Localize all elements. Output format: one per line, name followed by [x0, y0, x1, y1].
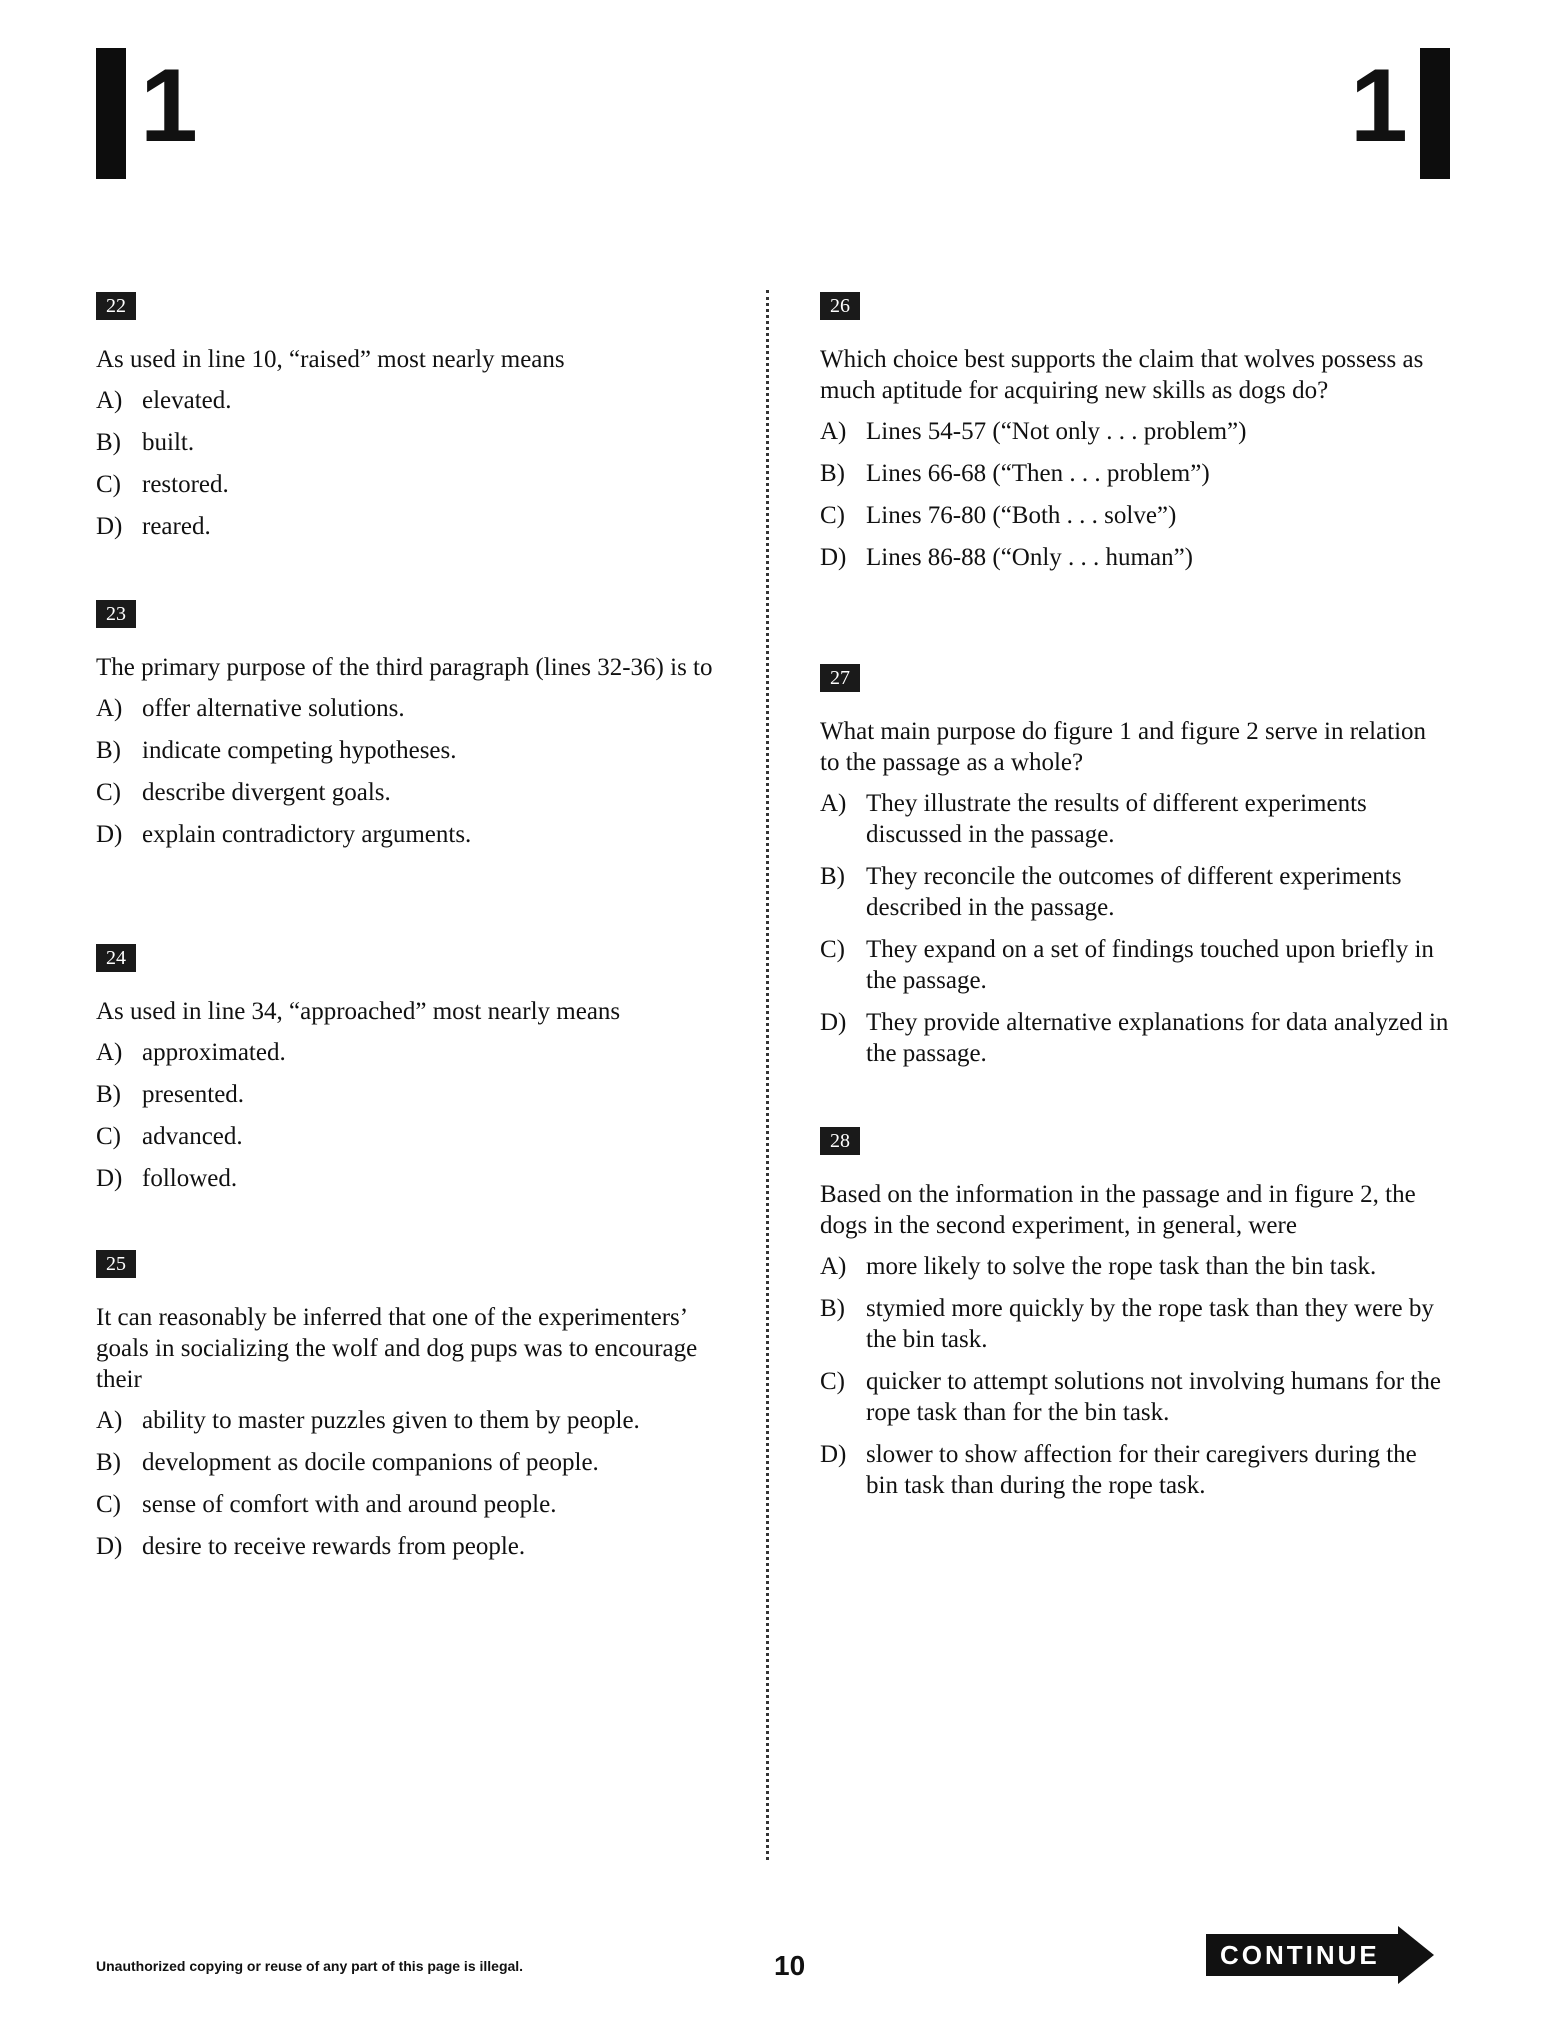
option-text: Lines 66-68 (“Then . . . problem”) — [866, 460, 1210, 487]
arrow-right-icon — [1398, 1926, 1434, 1984]
option-letter: C) — [820, 936, 845, 963]
option-letter: C) — [820, 502, 845, 529]
answer-option-b[interactable] — [96, 427, 716, 458]
answer-option-a[interactable] — [96, 1037, 716, 1068]
option-text: restored. — [142, 471, 229, 498]
answer-option-a[interactable] — [96, 1405, 716, 1436]
answer-option-d[interactable] — [96, 1531, 716, 1562]
option-text: built. — [142, 429, 195, 456]
answer-option-a[interactable] — [96, 385, 716, 416]
section-marker-left — [96, 48, 226, 179]
question-stem: The primary purpose of the third paragraph (lines 32-36) is to — [96, 654, 713, 681]
column-divider — [766, 290, 769, 1860]
option-letter: A) — [820, 418, 847, 445]
answer-options — [820, 1251, 1450, 1501]
answer-option-b[interactable] — [820, 1293, 1450, 1355]
option-letter: C) — [820, 1368, 845, 1395]
answer-option-c[interactable] — [820, 934, 1450, 996]
question-number: 26 — [820, 292, 860, 320]
answer-option-c[interactable] — [96, 1489, 716, 1520]
option-text: They expand on a set of findings touched upon briefly in the passage. — [866, 936, 1434, 994]
question-number: 28 — [820, 1127, 860, 1155]
option-text: They illustrate the results of different experiments discussed in the passage. — [866, 790, 1367, 848]
option-letter: B) — [96, 737, 121, 764]
option-text: more likely to solve the rope task than the bin task. — [866, 1253, 1377, 1280]
option-text: indicate competing hypotheses. — [142, 737, 457, 764]
option-text: They reconcile the outcomes of different experiments described in the passage. — [866, 863, 1402, 921]
section-bar — [96, 48, 126, 179]
question-24 — [96, 944, 716, 1205]
option-letter: A) — [96, 695, 123, 722]
option-letter: C) — [96, 471, 121, 498]
section-number: 1 — [140, 48, 198, 164]
option-letter: A) — [96, 1039, 123, 1066]
option-text: slower to show affection for their caregivers during the bin task than during the rope task. — [866, 1441, 1417, 1499]
answer-options — [820, 416, 1450, 573]
answer-option-d[interactable] — [820, 1439, 1450, 1501]
answer-options — [820, 788, 1450, 1069]
option-letter: D) — [96, 821, 123, 848]
option-text: advanced. — [142, 1123, 243, 1150]
option-letter: B) — [96, 1449, 121, 1476]
answer-option-a[interactable] — [96, 693, 716, 724]
answer-option-b[interactable] — [820, 458, 1450, 489]
option-letter: C) — [96, 779, 121, 806]
option-letter: C) — [96, 1123, 121, 1150]
answer-option-c[interactable] — [820, 1366, 1450, 1428]
answer-options — [96, 1405, 716, 1562]
question-23 — [96, 600, 716, 861]
section-bar — [1420, 48, 1450, 179]
option-text: reared. — [142, 513, 211, 540]
option-letter: B) — [820, 863, 845, 890]
answer-option-d[interactable] — [96, 1163, 716, 1194]
option-letter: D) — [820, 544, 847, 571]
continue-label: CONTINUE — [1220, 1940, 1380, 1970]
option-text: Lines 86-88 (“Only . . . human”) — [866, 544, 1194, 571]
answer-option-a[interactable] — [820, 416, 1450, 447]
option-text: elevated. — [142, 387, 232, 414]
option-text: sense of comfort with and around people. — [142, 1491, 557, 1518]
answer-option-b[interactable] — [96, 1447, 716, 1478]
question-22 — [96, 292, 716, 553]
page-number: 10 — [774, 1950, 806, 1981]
option-letter: D) — [820, 1441, 847, 1468]
option-letter: A) — [820, 790, 847, 817]
option-letter: A) — [96, 387, 123, 414]
answer-option-b[interactable] — [96, 735, 716, 766]
answer-options — [96, 1037, 716, 1194]
copyright-notice: Unauthorized copying or reuse of any part of this page is illegal. — [96, 1958, 524, 1974]
answer-option-d[interactable] — [820, 542, 1450, 573]
option-letter: D) — [96, 1165, 123, 1192]
question-26 — [820, 292, 1450, 584]
option-text: Lines 76-80 (“Both . . . solve”) — [866, 502, 1177, 529]
answer-option-c[interactable] — [96, 469, 716, 500]
answer-option-a[interactable] — [820, 788, 1450, 850]
question-number: 25 — [96, 1250, 136, 1278]
option-letter: D) — [820, 1009, 847, 1036]
option-text: approximated. — [142, 1039, 286, 1066]
answer-option-a[interactable] — [820, 1251, 1450, 1282]
question-stem: What main purpose do figure 1 and figure 2 serve in relation to the passage as a whole? — [820, 718, 1427, 776]
option-text: development as docile companions of people. — [142, 1449, 599, 1476]
question-25 — [96, 1250, 716, 1573]
option-text: stymied more quickly by the rope task than they were by the bin task. — [866, 1295, 1434, 1353]
option-text: quicker to attempt solutions not involving humans for the rope task than for the bin task. — [866, 1368, 1441, 1426]
question-number: 23 — [96, 600, 136, 628]
answer-option-d[interactable] — [820, 1007, 1450, 1069]
option-text: presented. — [142, 1081, 245, 1108]
answer-option-b[interactable] — [820, 861, 1450, 923]
option-text: describe divergent goals. — [142, 779, 391, 806]
option-text: explain contradictory arguments. — [142, 821, 472, 848]
question-27 — [820, 664, 1450, 1080]
option-text: desire to receive rewards from people. — [142, 1533, 526, 1560]
answer-option-c[interactable] — [96, 1121, 716, 1152]
answer-option-c[interactable] — [96, 777, 716, 808]
answer-option-c[interactable] — [820, 500, 1450, 531]
option-letter: B) — [96, 429, 121, 456]
option-text: followed. — [142, 1165, 238, 1192]
continue-button[interactable] — [1206, 1926, 1436, 1984]
question-28 — [820, 1127, 1450, 1512]
question-stem: As used in line 34, “approached” most nearly means — [96, 998, 621, 1025]
question-stem: As used in line 10, “raised” most nearly means — [96, 346, 565, 373]
option-text: ability to master puzzles given to them by people. — [142, 1407, 640, 1434]
option-letter: D) — [96, 1533, 123, 1560]
option-letter: B) — [96, 1081, 121, 1108]
answer-option-d[interactable] — [96, 819, 716, 850]
answer-option-d[interactable] — [96, 511, 716, 542]
question-number: 24 — [96, 944, 136, 972]
question-stem: Based on the information in the passage and in figure 2, the dogs in the second experiment, in general, were — [820, 1181, 1416, 1239]
option-text: Lines 54-57 (“Not only . . . problem”) — [866, 418, 1247, 445]
option-letter: D) — [96, 513, 123, 540]
question-stem: It can reasonably be inferred that one of the experimenters’ goals in socializing the wolf and dog pups was to encourage their — [96, 1304, 698, 1393]
option-letter: A) — [820, 1253, 847, 1280]
answer-option-b[interactable] — [96, 1079, 716, 1110]
option-letter: C) — [96, 1491, 121, 1518]
answer-options — [96, 693, 716, 850]
question-number: 27 — [820, 664, 860, 692]
option-text: They provide alternative explanations for data analyzed in the passage. — [866, 1009, 1449, 1067]
option-letter: A) — [96, 1407, 123, 1434]
question-number: 22 — [96, 292, 136, 320]
option-letter: B) — [820, 1295, 845, 1322]
section-marker-right — [1320, 48, 1460, 179]
section-number: 1 — [1350, 48, 1408, 164]
question-stem: Which choice best supports the claim that wolves possess as much aptitude for acquiring new skills as dogs do? — [820, 346, 1424, 404]
option-letter: B) — [820, 460, 845, 487]
answer-options — [96, 385, 716, 542]
option-text: offer alternative solutions. — [142, 695, 405, 722]
